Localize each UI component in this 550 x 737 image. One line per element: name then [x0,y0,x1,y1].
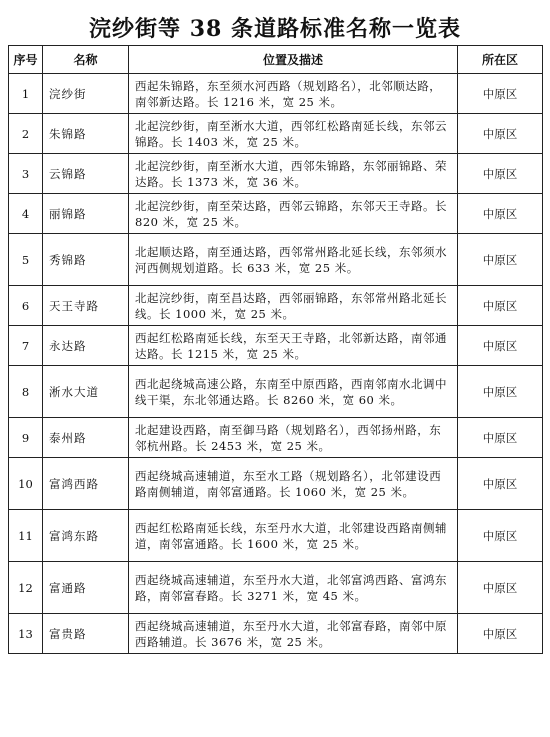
table-row [9,326,543,366]
row-description: 西起绕城高速辅道，东至丹水大道，北邻富春路，南邻中原西路辅道。长 3676 米，宽 25 米。 [129,614,458,654]
row-district: 中原区 [458,194,543,234]
header-district: 所在区 [458,46,543,74]
row-index: 2 [9,114,43,154]
row-description: 北起浣纱街，南至荣达路，西邻云锦路，东邻天王寺路。长 820 米，宽 25 米。 [129,194,458,234]
table-header-row [9,46,543,74]
table-row [9,562,543,614]
row-road-name: 富贵路 [43,614,129,654]
row-road-name: 浣纱街 [43,74,129,114]
row-road-name: 富鸿东路 [43,510,129,562]
table-row [9,366,543,418]
row-description: 北起浣纱街，南至淅水大道，西邻红松路南延长线，东邻云锦路。长 1403 米，宽 25 米。 [129,114,458,154]
row-index: 12 [9,562,43,614]
row-index: 1 [9,74,43,114]
row-index: 13 [9,614,43,654]
table-row [9,286,543,326]
row-district: 中原区 [458,614,543,654]
row-description: 西北起绕城高速公路，东南至中原西路，西南邻南水北调中线干渠，东北邻通达路。长 8260 米，宽 60 米。 [129,366,458,418]
row-road-name: 淅水大道 [43,366,129,418]
row-district: 中原区 [458,366,543,418]
row-district: 中原区 [458,326,543,366]
row-index: 9 [9,418,43,458]
row-road-name: 云锦路 [43,154,129,194]
row-index: 4 [9,194,43,234]
row-road-name: 秀锦路 [43,234,129,286]
row-road-name: 天王寺路 [43,286,129,326]
row-district: 中原区 [458,286,543,326]
row-district: 中原区 [458,562,543,614]
row-description: 西起红松路南延长线，东至天王寺路，北邻新达路，南邻通达路。长 1215 米，宽 25 米。 [129,326,458,366]
row-district: 中原区 [458,114,543,154]
row-district: 中原区 [458,74,543,114]
row-description: 西起朱锦路，东至须水河西路（规划路名），北邻顺达路，南邻新达路。长 1216 米，宽 25 米。 [129,74,458,114]
row-index: 10 [9,458,43,510]
row-description: 西起红松路南延长线，东至丹水大道，北邻建设西路南侧辅道，南邻富通路。长 1600 米，宽 25 米。 [129,510,458,562]
table-row [9,114,543,154]
row-index: 8 [9,366,43,418]
row-road-name: 富通路 [43,562,129,614]
row-index: 11 [9,510,43,562]
row-road-name: 富鸿西路 [43,458,129,510]
row-index: 3 [9,154,43,194]
table-row [9,458,543,510]
row-road-name: 泰州路 [43,418,129,458]
table-row [9,614,543,654]
row-road-name: 朱锦路 [43,114,129,154]
row-index: 5 [9,234,43,286]
table-row [9,234,543,286]
table-body [9,74,543,654]
row-description: 北起建设西路，南至御马路（规划路名），西邻扬州路，东邻杭州路。长 2453 米，宽 25 米。 [129,418,458,458]
table-row [9,154,543,194]
row-description: 北起浣纱街，南至淅水大道，西邻朱锦路，东邻丽锦路、荣达路。长 1373 米，宽 36 米。 [129,154,458,194]
table-row [9,418,543,458]
table-row [9,510,543,562]
header-index: 序号 [9,46,43,74]
row-description: 西起绕城高速辅道，东至水工路（规划路名），北邻建设西路南侧辅道，南邻富通路。长 1060 米，宽 25 米。 [129,458,458,510]
row-description: 北起顺达路，南至通达路，西邻常州路北延长线，东邻须水河西侧规划道路。长 633 米，宽 25 米。 [129,234,458,286]
row-district: 中原区 [458,234,543,286]
row-description: 西起绕城高速辅道，东至丹水大道，北邻富鸿西路、富鸿东路，南邻富春路。长 3271 米，宽 45 米。 [129,562,458,614]
header-name: 名称 [43,46,129,74]
row-district: 中原区 [458,458,543,510]
row-district: 中原区 [458,510,543,562]
row-index: 6 [9,286,43,326]
page-title: 浣纱街等 38 条道路标准名称一览表 [89,16,461,42]
row-district: 中原区 [458,154,543,194]
row-index: 7 [9,326,43,366]
row-road-name: 永达路 [43,326,129,366]
table-row [9,74,543,114]
row-description: 北起浣纱街，南至昌达路，西邻丽锦路，东邻常州路北延长线。长 1000 米，宽 25 米。 [129,286,458,326]
row-district: 中原区 [458,418,543,458]
row-road-name: 丽锦路 [43,194,129,234]
road-names-table [8,45,543,654]
header-desc: 位置及描述 [129,46,458,74]
table-row [9,194,543,234]
